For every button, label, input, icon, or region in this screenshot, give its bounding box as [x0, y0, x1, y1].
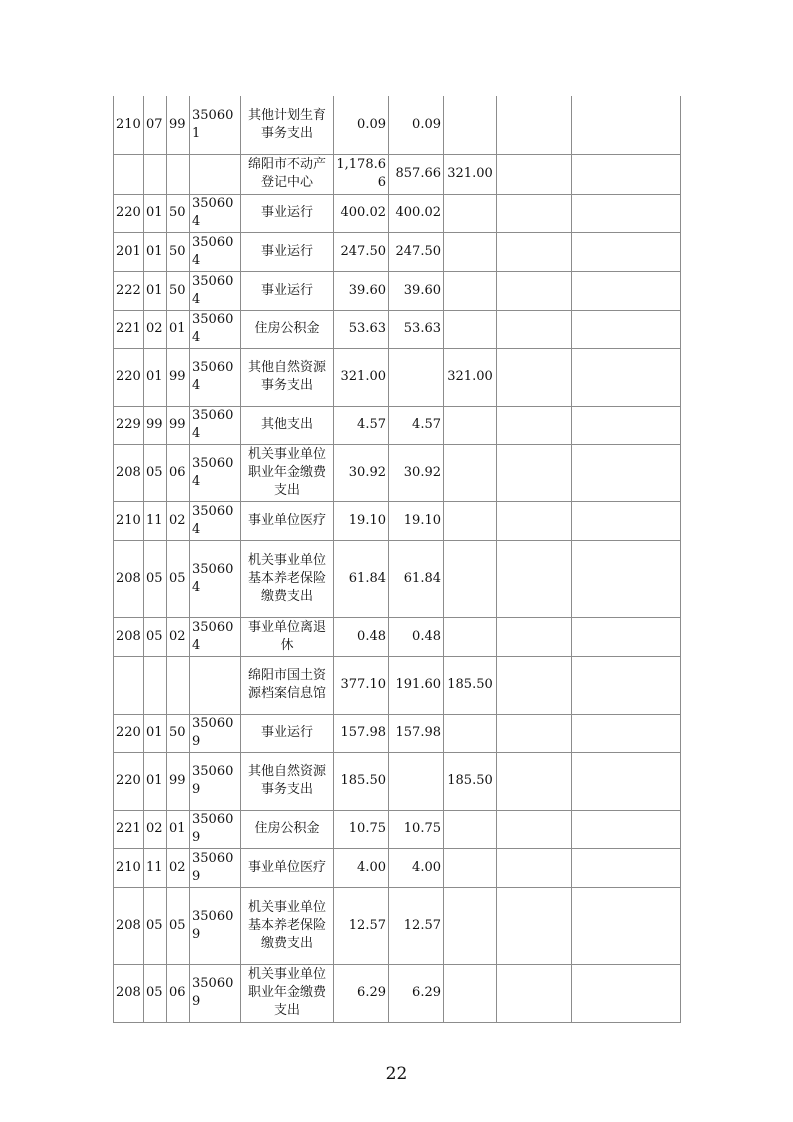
subject-name-cell: 其他自然资源事务支出	[241, 348, 334, 406]
subject-name-cell: 住房公积金	[241, 310, 334, 348]
unit-code-cell: 350609	[190, 848, 241, 887]
item-code-cell: 01	[167, 310, 190, 348]
class-code-cell: 221	[114, 810, 144, 848]
item-code-cell: 99	[167, 752, 190, 810]
empty-cell	[497, 348, 572, 406]
class-code-cell: 208	[114, 887, 144, 964]
table-row	[114, 271, 681, 310]
unit-code-cell: 350604	[190, 232, 241, 271]
subject-name-cell: 事业单位医疗	[241, 848, 334, 887]
section-code-cell	[144, 656, 167, 714]
item-code-cell	[167, 154, 190, 194]
table-row	[114, 194, 681, 232]
unit-code-cell	[190, 656, 241, 714]
table-row	[114, 964, 681, 1022]
budget-expenditure-table	[113, 96, 681, 1023]
subject-name-cell: 事业运行	[241, 714, 334, 752]
class-code-cell: 220	[114, 194, 144, 232]
item-code-cell: 99	[167, 406, 190, 444]
empty-cell	[572, 964, 681, 1022]
project-expenditure-cell	[444, 310, 497, 348]
empty-cell	[497, 96, 572, 154]
item-code-cell: 50	[167, 271, 190, 310]
empty-cell	[572, 501, 681, 540]
table-row	[114, 96, 681, 154]
empty-cell	[572, 752, 681, 810]
empty-cell	[497, 540, 572, 617]
table-row	[114, 232, 681, 271]
project-expenditure-cell	[444, 964, 497, 1022]
unit-code-cell: 350604	[190, 406, 241, 444]
empty-cell	[497, 406, 572, 444]
empty-cell	[497, 154, 572, 194]
section-code-cell: 05	[144, 617, 167, 656]
item-code-cell: 02	[167, 617, 190, 656]
section-code-cell: 01	[144, 752, 167, 810]
subject-name-cell: 事业运行	[241, 194, 334, 232]
item-code-cell: 05	[167, 540, 190, 617]
basic-expenditure-cell: 6.29	[389, 964, 444, 1022]
page-number: 22	[385, 1064, 408, 1084]
total-amount-cell: 30.92	[334, 444, 389, 501]
empty-cell	[572, 271, 681, 310]
subject-name-cell: 事业运行	[241, 232, 334, 271]
section-code-cell: 05	[144, 444, 167, 501]
basic-expenditure-cell: 30.92	[389, 444, 444, 501]
project-expenditure-cell	[444, 848, 497, 887]
total-amount-cell: 6.29	[334, 964, 389, 1022]
unit-code-cell: 350604	[190, 194, 241, 232]
section-code-cell: 01	[144, 232, 167, 271]
table-row	[114, 752, 681, 810]
project-expenditure-cell: 321.00	[444, 348, 497, 406]
empty-cell	[572, 96, 681, 154]
subject-name-cell: 事业单位离退休	[241, 617, 334, 656]
section-code-cell: 11	[144, 848, 167, 887]
basic-expenditure-cell: 157.98	[389, 714, 444, 752]
unit-code-cell: 350609	[190, 752, 241, 810]
total-amount-cell: 0.48	[334, 617, 389, 656]
basic-expenditure-cell: 857.66	[389, 154, 444, 194]
unit-code-cell: 350609	[190, 810, 241, 848]
class-code-cell: 220	[114, 348, 144, 406]
empty-cell	[497, 848, 572, 887]
basic-expenditure-cell: 4.57	[389, 406, 444, 444]
item-code-cell: 50	[167, 714, 190, 752]
empty-cell	[572, 656, 681, 714]
subject-name-cell: 机关事业单位职业年金缴费支出	[241, 444, 334, 501]
table-row	[114, 154, 681, 194]
project-expenditure-cell: 185.50	[444, 656, 497, 714]
empty-cell	[572, 714, 681, 752]
class-code-cell: 208	[114, 617, 144, 656]
project-expenditure-cell	[444, 887, 497, 964]
item-code-cell: 99	[167, 96, 190, 154]
project-expenditure-cell	[444, 444, 497, 501]
project-expenditure-cell	[444, 232, 497, 271]
empty-cell	[497, 232, 572, 271]
empty-cell	[497, 964, 572, 1022]
table-body	[114, 96, 681, 1022]
basic-expenditure-cell: 400.02	[389, 194, 444, 232]
total-amount-cell: 53.63	[334, 310, 389, 348]
class-code-cell: 208	[114, 964, 144, 1022]
table-row	[114, 714, 681, 752]
total-amount-cell: 4.00	[334, 848, 389, 887]
empty-cell	[497, 194, 572, 232]
unit-code-cell: 350604	[190, 501, 241, 540]
class-code-cell: 201	[114, 232, 144, 271]
item-code-cell: 99	[167, 348, 190, 406]
unit-code-cell: 350604	[190, 310, 241, 348]
empty-cell	[497, 752, 572, 810]
basic-expenditure-cell: 4.00	[389, 848, 444, 887]
unit-code-cell: 350604	[190, 271, 241, 310]
class-code-cell: 208	[114, 540, 144, 617]
section-code-cell: 99	[144, 406, 167, 444]
basic-expenditure-cell: 61.84	[389, 540, 444, 617]
section-code-cell: 02	[144, 310, 167, 348]
empty-cell	[572, 617, 681, 656]
class-code-cell	[114, 154, 144, 194]
project-expenditure-cell	[444, 406, 497, 444]
section-code-cell: 05	[144, 540, 167, 617]
table-row	[114, 887, 681, 964]
total-amount-cell: 39.60	[334, 271, 389, 310]
subject-name-cell: 住房公积金	[241, 810, 334, 848]
subject-name-cell: 绵阳市国土资源档案信息馆	[241, 656, 334, 714]
project-expenditure-cell	[444, 501, 497, 540]
unit-code-cell: 350601	[190, 96, 241, 154]
empty-cell	[497, 810, 572, 848]
total-amount-cell: 12.57	[334, 887, 389, 964]
total-amount-cell: 377.10	[334, 656, 389, 714]
basic-expenditure-cell: 10.75	[389, 810, 444, 848]
item-code-cell: 06	[167, 964, 190, 1022]
project-expenditure-cell	[444, 714, 497, 752]
unit-code-cell: 350609	[190, 887, 241, 964]
class-code-cell: 210	[114, 501, 144, 540]
class-code-cell: 210	[114, 848, 144, 887]
empty-cell	[572, 310, 681, 348]
section-code-cell: 07	[144, 96, 167, 154]
basic-expenditure-cell: 53.63	[389, 310, 444, 348]
subject-name-cell: 机关事业单位职业年金缴费支出	[241, 964, 334, 1022]
project-expenditure-cell: 321.00	[444, 154, 497, 194]
basic-expenditure-cell	[389, 348, 444, 406]
table-row	[114, 810, 681, 848]
subject-name-cell: 机关事业单位基本养老保险缴费支出	[241, 887, 334, 964]
empty-cell	[572, 887, 681, 964]
class-code-cell: 221	[114, 310, 144, 348]
project-expenditure-cell	[444, 96, 497, 154]
project-expenditure-cell	[444, 194, 497, 232]
empty-cell	[572, 540, 681, 617]
subject-name-cell: 其他支出	[241, 406, 334, 444]
total-amount-cell: 4.57	[334, 406, 389, 444]
basic-expenditure-cell	[389, 752, 444, 810]
project-expenditure-cell	[444, 810, 497, 848]
empty-cell	[497, 271, 572, 310]
total-amount-cell: 19.10	[334, 501, 389, 540]
project-expenditure-cell	[444, 540, 497, 617]
item-code-cell: 50	[167, 232, 190, 271]
empty-cell	[497, 310, 572, 348]
empty-cell	[497, 444, 572, 501]
basic-expenditure-cell: 39.60	[389, 271, 444, 310]
table-row	[114, 406, 681, 444]
unit-code-cell: 350604	[190, 348, 241, 406]
project-expenditure-cell: 185.50	[444, 752, 497, 810]
empty-cell	[572, 848, 681, 887]
section-code-cell: 11	[144, 501, 167, 540]
item-code-cell	[167, 656, 190, 714]
item-code-cell: 05	[167, 887, 190, 964]
basic-expenditure-cell: 0.48	[389, 617, 444, 656]
project-expenditure-cell	[444, 271, 497, 310]
empty-cell	[497, 617, 572, 656]
unit-code-cell	[190, 154, 241, 194]
section-code-cell: 02	[144, 810, 167, 848]
table-row	[114, 310, 681, 348]
unit-code-cell: 350604	[190, 617, 241, 656]
section-code-cell: 01	[144, 714, 167, 752]
empty-cell	[572, 154, 681, 194]
subject-name-cell: 其他自然资源事务支出	[241, 752, 334, 810]
table-row	[114, 848, 681, 887]
item-code-cell: 02	[167, 501, 190, 540]
subject-name-cell: 绵阳市不动产登记中心	[241, 154, 334, 194]
project-expenditure-cell	[444, 617, 497, 656]
table-row	[114, 656, 681, 714]
subject-name-cell: 事业运行	[241, 271, 334, 310]
section-code-cell: 05	[144, 887, 167, 964]
total-amount-cell: 400.02	[334, 194, 389, 232]
total-amount-cell: 10.75	[334, 810, 389, 848]
empty-cell	[497, 501, 572, 540]
table-row	[114, 348, 681, 406]
class-code-cell: 210	[114, 96, 144, 154]
item-code-cell: 06	[167, 444, 190, 501]
subject-name-cell: 机关事业单位基本养老保险缴费支出	[241, 540, 334, 617]
unit-code-cell: 350604	[190, 444, 241, 501]
empty-cell	[572, 406, 681, 444]
item-code-cell: 02	[167, 848, 190, 887]
empty-cell	[572, 348, 681, 406]
total-amount-cell: 185.50	[334, 752, 389, 810]
total-amount-cell: 321.00	[334, 348, 389, 406]
subject-name-cell: 事业单位医疗	[241, 501, 334, 540]
section-code-cell	[144, 154, 167, 194]
total-amount-cell: 61.84	[334, 540, 389, 617]
empty-cell	[497, 656, 572, 714]
empty-cell	[572, 444, 681, 501]
item-code-cell: 50	[167, 194, 190, 232]
empty-cell	[572, 194, 681, 232]
total-amount-cell: 1,178.66	[334, 154, 389, 194]
total-amount-cell: 0.09	[334, 96, 389, 154]
total-amount-cell: 247.50	[334, 232, 389, 271]
class-code-cell: 222	[114, 271, 144, 310]
class-code-cell	[114, 656, 144, 714]
class-code-cell: 229	[114, 406, 144, 444]
section-code-cell: 01	[144, 348, 167, 406]
empty-cell	[572, 232, 681, 271]
empty-cell	[497, 887, 572, 964]
basic-expenditure-cell: 12.57	[389, 887, 444, 964]
unit-code-cell: 350609	[190, 964, 241, 1022]
basic-expenditure-cell: 19.10	[389, 501, 444, 540]
section-code-cell: 05	[144, 964, 167, 1022]
unit-code-cell: 350604	[190, 540, 241, 617]
table-row	[114, 617, 681, 656]
item-code-cell: 01	[167, 810, 190, 848]
empty-cell	[497, 714, 572, 752]
section-code-cell: 01	[144, 271, 167, 310]
unit-code-cell: 350609	[190, 714, 241, 752]
class-code-cell: 220	[114, 752, 144, 810]
basic-expenditure-cell: 247.50	[389, 232, 444, 271]
section-code-cell: 01	[144, 194, 167, 232]
basic-expenditure-cell: 191.60	[389, 656, 444, 714]
basic-expenditure-cell: 0.09	[389, 96, 444, 154]
subject-name-cell: 其他计划生育事务支出	[241, 96, 334, 154]
table-row	[114, 540, 681, 617]
total-amount-cell: 157.98	[334, 714, 389, 752]
table-row	[114, 501, 681, 540]
table-row	[114, 444, 681, 501]
class-code-cell: 208	[114, 444, 144, 501]
class-code-cell: 220	[114, 714, 144, 752]
empty-cell	[572, 810, 681, 848]
